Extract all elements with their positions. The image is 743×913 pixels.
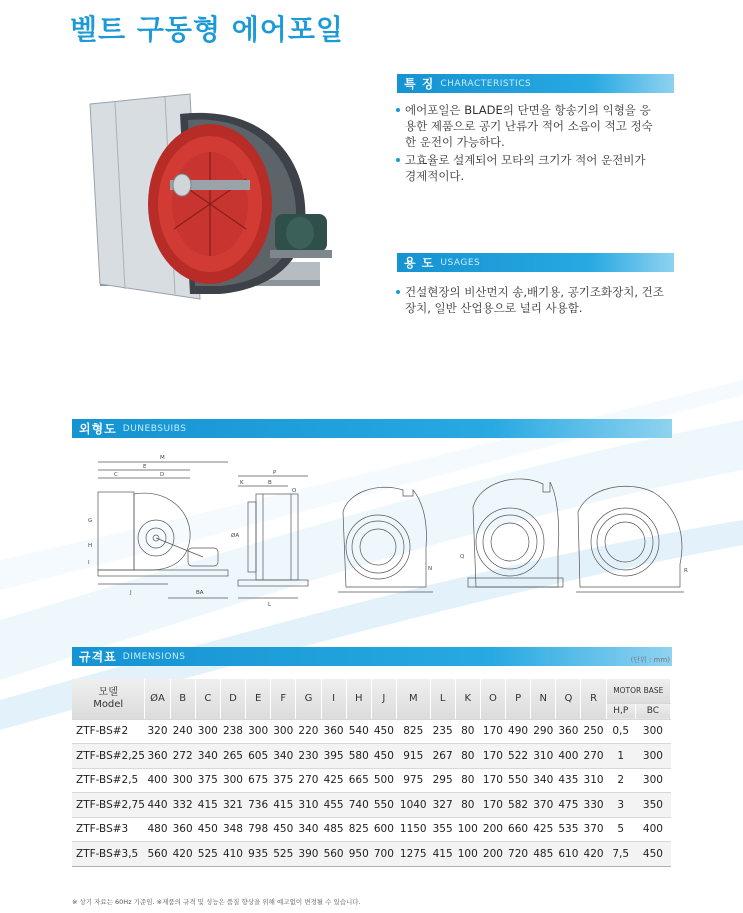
table-cell: 370 — [581, 817, 606, 842]
table-cell: 455 — [321, 793, 346, 818]
table-cell: 450 — [371, 719, 396, 744]
table-cell: 825 — [396, 719, 430, 744]
table-cell: 560 — [321, 842, 346, 867]
column-header: O — [480, 679, 505, 719]
table-cell: 580 — [346, 744, 371, 769]
column-header: M — [396, 679, 430, 719]
table-cell: 310 — [581, 768, 606, 793]
table-cell: 300 — [170, 768, 195, 793]
table-cell: 170 — [480, 719, 505, 744]
table-cell: 340 — [531, 768, 556, 793]
scroll-view-drawing-2 — [468, 479, 563, 587]
model-cell: ZTF-BS#2 — [72, 719, 145, 744]
column-header: H — [346, 679, 371, 719]
dimensions-heading-ko: 규격표 — [79, 650, 117, 664]
dim-label-e: E — [143, 464, 147, 470]
table-cell: 450 — [195, 817, 220, 842]
column-header: K — [455, 679, 480, 719]
usages-list — [395, 284, 665, 318]
dim-label-j: J — [130, 590, 132, 596]
motor-hp-cell: 0,5 — [606, 719, 635, 744]
table-cell: 665 — [346, 768, 371, 793]
table-cell: 230 — [296, 744, 321, 769]
table-cell: 485 — [321, 817, 346, 842]
table-cell: 332 — [170, 793, 195, 818]
table-cell: 370 — [531, 793, 556, 818]
dim-label-d: D — [160, 472, 165, 478]
motor-bc-cell: 300 — [635, 744, 670, 769]
table-cell: 720 — [506, 842, 531, 867]
table-cell: 700 — [371, 842, 396, 867]
column-header: ØA — [145, 679, 170, 719]
table-cell: 560 — [145, 842, 170, 867]
footnote: ※ 상기 자료는 60Hz 기준임. ※제품의 규격 및 성능은 품질 향상을 위해 예고없이 변경될 수 있습니다. — [72, 898, 361, 906]
side-view-drawing — [98, 462, 228, 598]
table-cell: 360 — [321, 719, 346, 744]
table-cell: 525 — [195, 842, 220, 867]
table-cell: 740 — [346, 793, 371, 818]
table-cell: 610 — [556, 842, 581, 867]
table-cell: 475 — [556, 793, 581, 818]
column-header: B — [170, 679, 195, 719]
unit-label: (단위 : mm) — [630, 656, 670, 664]
dim-label-ba: BA — [196, 590, 204, 596]
table-cell: 420 — [170, 842, 195, 867]
motor-bc-cell: 300 — [635, 719, 670, 744]
table-cell: 975 — [396, 768, 430, 793]
outline-heading — [72, 419, 672, 438]
column-header: C — [195, 679, 220, 719]
table-row — [72, 744, 671, 769]
table-row — [72, 793, 671, 818]
table-row — [72, 719, 671, 744]
scroll-view-drawing-1 — [338, 487, 433, 592]
table-cell: 410 — [220, 842, 245, 867]
usages-heading-en: USAGES — [440, 257, 481, 268]
table-cell: 425 — [531, 817, 556, 842]
front-view-drawing — [238, 476, 308, 598]
column-header: J — [371, 679, 396, 719]
table-cell: 360 — [145, 744, 170, 769]
characteristics-item: 에어포일은 BLADE의 단면을 항송기의 익형을 응용한 제품으로 공기 난류가 적어 소음이 적고 정숙한 운전이 가능하다. — [395, 102, 655, 150]
table-cell: 340 — [195, 744, 220, 769]
table-cell: 435 — [556, 768, 581, 793]
table-cell: 525 — [271, 842, 296, 867]
table-cell: 265 — [220, 744, 245, 769]
table-cell: 200 — [480, 842, 505, 867]
column-header: L — [430, 679, 455, 719]
table-cell: 582 — [506, 793, 531, 818]
table-cell: 425 — [321, 768, 346, 793]
table-cell: 170 — [480, 744, 505, 769]
dim-label-n: N — [428, 566, 433, 572]
dim-label-k: K — [240, 480, 244, 486]
table-cell: 100 — [455, 842, 480, 867]
dim-label-q: Q — [460, 554, 465, 560]
model-cell: ZTF-BS#2,25 — [72, 744, 145, 769]
table-cell: 1040 — [396, 793, 430, 818]
table-cell: 450 — [371, 744, 396, 769]
dim-label-b: B — [268, 480, 272, 486]
motor-bc-cell: 400 — [635, 817, 670, 842]
characteristics-heading-ko: 특 징 — [404, 77, 435, 91]
outline-heading-en: DUNEBSUIBS — [122, 423, 187, 434]
table-cell: 310 — [296, 793, 321, 818]
table-cell: 327 — [430, 793, 455, 818]
table-cell: 490 — [506, 719, 531, 744]
motor-hp-header: H,P — [606, 703, 635, 719]
column-header: I — [321, 679, 346, 719]
motor-hp-cell: 1 — [606, 744, 635, 769]
table-cell: 80 — [455, 719, 480, 744]
table-cell: 950 — [346, 842, 371, 867]
table-cell: 321 — [220, 793, 245, 818]
table-cell: 170 — [480, 793, 505, 818]
table-cell: 355 — [430, 817, 455, 842]
characteristics-heading-en: CHARACTERISTICS — [440, 78, 532, 89]
table-cell: 935 — [246, 842, 271, 867]
table-cell: 200 — [480, 817, 505, 842]
model-cell: ZTF-BS#3,5 — [72, 842, 145, 867]
table-cell: 270 — [581, 744, 606, 769]
table-cell: 238 — [220, 719, 245, 744]
column-header: N — [531, 679, 556, 719]
table-cell: 660 — [506, 817, 531, 842]
table-cell: 675 — [246, 768, 271, 793]
dimensions-table — [72, 679, 671, 867]
motor-bc-cell: 450 — [635, 842, 670, 867]
table-cell: 375 — [195, 768, 220, 793]
table-cell: 415 — [430, 842, 455, 867]
table-cell: 450 — [271, 817, 296, 842]
table-cell: 500 — [371, 768, 396, 793]
table-cell: 360 — [170, 817, 195, 842]
table-cell: 340 — [296, 817, 321, 842]
table-cell: 415 — [195, 793, 220, 818]
table-cell: 395 — [321, 744, 346, 769]
table-cell: 80 — [455, 744, 480, 769]
dim-label-i: I — [88, 560, 90, 566]
model-header-ko: 모델 — [98, 686, 118, 698]
page-title: 벨트 구동형 에어포일 — [70, 13, 344, 46]
dimensions-heading-en: DIMENSIONS — [122, 651, 186, 662]
table-cell: 290 — [531, 719, 556, 744]
motor-hp-cell: 2 — [606, 768, 635, 793]
model-cell: ZTF-BS#2,5 — [72, 768, 145, 793]
characteristics-list — [395, 102, 655, 186]
table-header-row — [72, 679, 671, 703]
table-row — [72, 842, 671, 867]
model-header — [72, 679, 145, 719]
table-cell: 300 — [271, 719, 296, 744]
dim-label-g: G — [88, 518, 93, 524]
table-cell: 522 — [506, 744, 531, 769]
table-cell: 736 — [246, 793, 271, 818]
table-cell: 375 — [271, 768, 296, 793]
motor-bc-header: BC — [635, 703, 670, 719]
motor-hp-cell: 5 — [606, 817, 635, 842]
table-cell: 267 — [430, 744, 455, 769]
table-cell: 240 — [170, 719, 195, 744]
table-cell: 440 — [145, 793, 170, 818]
outline-heading-ko: 외형도 — [79, 422, 117, 436]
table-cell: 485 — [531, 842, 556, 867]
table-cell: 220 — [296, 719, 321, 744]
table-cell: 272 — [170, 744, 195, 769]
table-cell: 605 — [246, 744, 271, 769]
table-cell: 390 — [296, 842, 321, 867]
table-cell: 480 — [145, 817, 170, 842]
model-cell: ZTF-BS#2,75 — [72, 793, 145, 818]
model-header-en: Model — [93, 698, 124, 710]
dim-label-h: H — [88, 543, 93, 549]
dim-label-r: R — [684, 568, 688, 574]
table-cell: 300 — [195, 719, 220, 744]
table-cell: 80 — [455, 768, 480, 793]
column-header: R — [581, 679, 606, 719]
motor-base-header: MOTOR BASE — [606, 679, 670, 703]
table-cell: 360 — [556, 719, 581, 744]
table-cell: 235 — [430, 719, 455, 744]
table-cell: 550 — [371, 793, 396, 818]
table-cell: 540 — [346, 719, 371, 744]
table-cell: 420 — [581, 842, 606, 867]
characteristics-heading — [397, 74, 674, 93]
table-cell: 340 — [271, 744, 296, 769]
dimensions-table-body — [72, 719, 671, 866]
table-cell: 80 — [455, 793, 480, 818]
column-header: D — [220, 679, 245, 719]
motor-bc-cell: 300 — [635, 768, 670, 793]
dim-label-c: C — [114, 472, 118, 478]
column-header: Q — [556, 679, 581, 719]
dim-label-m: M — [160, 455, 165, 461]
table-row — [72, 768, 671, 793]
table-cell: 300 — [220, 768, 245, 793]
dim-label-o: O — [292, 488, 297, 494]
table-cell: 310 — [531, 744, 556, 769]
table-cell: 915 — [396, 744, 430, 769]
table-cell: 348 — [220, 817, 245, 842]
table-cell: 320 — [145, 719, 170, 744]
table-cell: 400 — [145, 768, 170, 793]
scroll-view-drawing-3 — [576, 486, 684, 592]
table-cell: 330 — [581, 793, 606, 818]
column-header: F — [271, 679, 296, 719]
motor-hp-cell: 7,5 — [606, 842, 635, 867]
dim-label-a: ØA — [231, 533, 240, 539]
dimensions-heading — [72, 647, 672, 666]
table-cell: 170 — [480, 768, 505, 793]
table-cell: 1275 — [396, 842, 430, 867]
dim-label-p: P — [273, 470, 277, 476]
dim-label-l: L — [268, 602, 272, 608]
table-cell: 415 — [271, 793, 296, 818]
usages-heading-ko: 용 도 — [404, 256, 435, 270]
motor-bc-cell: 350 — [635, 793, 670, 818]
table-cell: 400 — [556, 744, 581, 769]
table-cell: 825 — [346, 817, 371, 842]
column-header: E — [246, 679, 271, 719]
table-cell: 300 — [246, 719, 271, 744]
table-cell: 600 — [371, 817, 396, 842]
usages-item: 건설현장의 비산먼지 송,배기용, 공기조화장치, 건조장치, 일반 산업용으로 널리 사용함. — [395, 284, 665, 316]
column-header: P — [506, 679, 531, 719]
motor-hp-cell: 3 — [606, 793, 635, 818]
usages-heading — [397, 253, 674, 272]
table-cell: 100 — [455, 817, 480, 842]
column-header: G — [296, 679, 321, 719]
characteristics-item: 고효율로 설계되어 모타의 크기가 적어 운전비가 경제적이다. — [395, 152, 655, 184]
table-cell: 535 — [556, 817, 581, 842]
model-cell: ZTF-BS#3 — [72, 817, 145, 842]
table-row — [72, 817, 671, 842]
table-cell: 270 — [296, 768, 321, 793]
table-cell: 1150 — [396, 817, 430, 842]
product-photo — [70, 84, 340, 310]
table-cell: 798 — [246, 817, 271, 842]
table-cell: 295 — [430, 768, 455, 793]
table-cell: 250 — [581, 719, 606, 744]
outline-drawings — [88, 452, 688, 612]
table-cell: 550 — [506, 768, 531, 793]
